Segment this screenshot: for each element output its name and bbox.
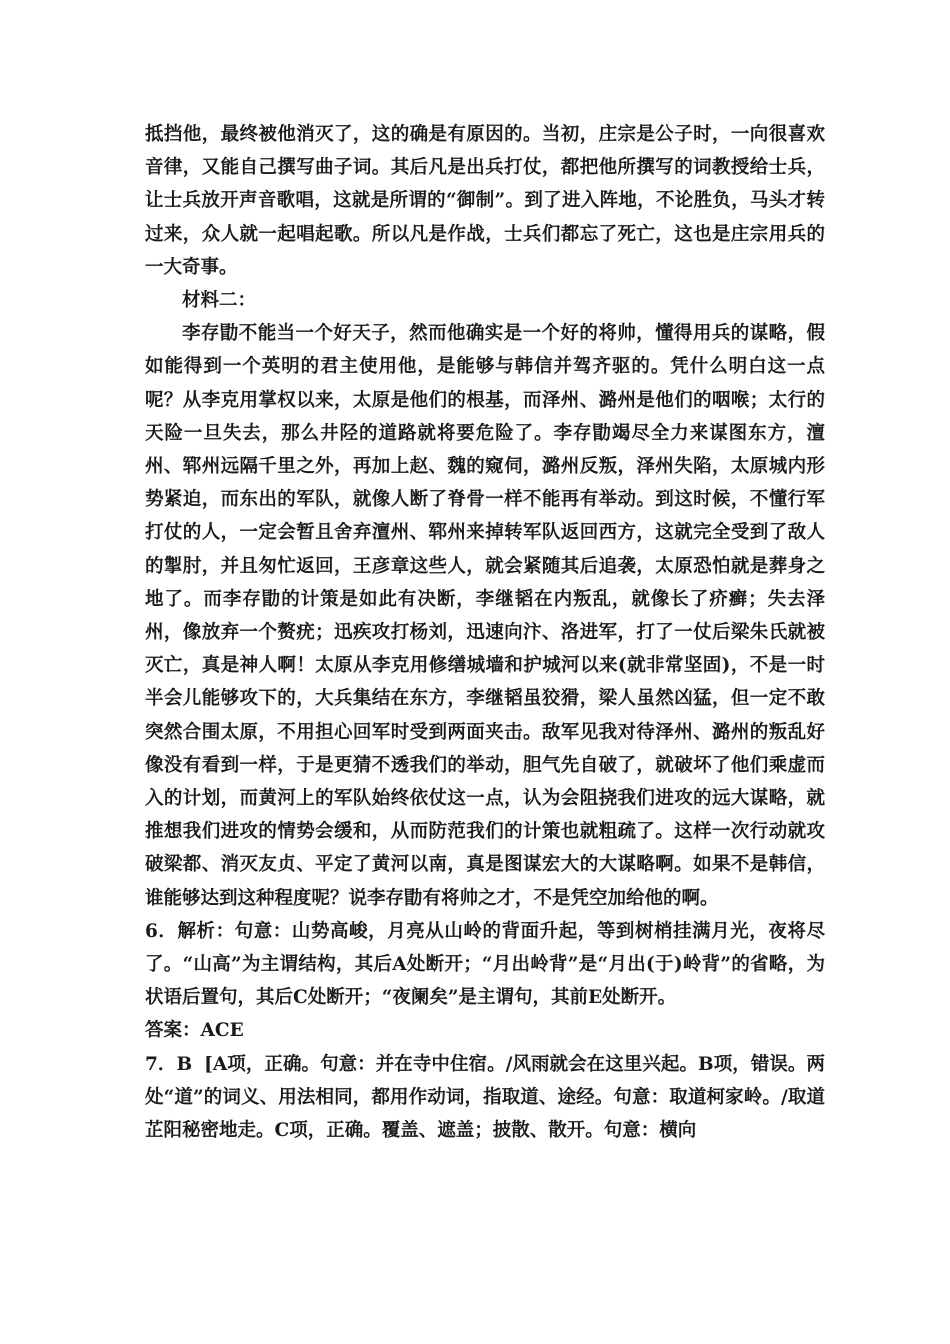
material-two-paragraph: 李存勖不能当一个好天子，然而他确实是一个好的将帅，懂得用兵的谋略，假如能得到一个英明的君主使用他，是能够与韩信并驾齐驱的。凭什么明白这一点呢？从李克用掌权以来，太原是他们的根基，而泽州、潞州是他们的咽喉；太行的天险一旦失去，那么井陉的道路就将要危险了。李存勖竭尽全力来谋图东方，澶州、郓州远隔千里之外，再加上赵、魏的窥伺，潞州反叛，泽州失陷，太原城内形势紧迫，而东出的军队，就像人断了脊骨一样不能再有举动。到这时候，不懂行军打仗的人，一定会暂且舍弃澶州、郓州来掉转军队返回西方，这就完全受到了敌人的掣肘，并且匆忙返回，王彦章这些人，就会紧随其后追袭，太原恐怕就是葬身之地了。而李存勖的计策是如此有决断，李继韬在内叛乱，就像长了疥癣；失去泽州，像放弃一个赘疣；迅疾攻打杨刘，迅速向汴、洛进军，打了一仗后梁朱氏就被灭亡，真是神人啊！太原从李克用修缮城墙和护城河以来(就非常坚固)，不是一时半会儿能够攻下的，大兵集结在东方，李继韬虽狡猾，梁人虽然凶猛，但一定不敢突然合围太原，不用担心回军时受到两面夹击。敌军见我对待泽州、潞州的叛乱好像没有看到一样，于是更猜不透我们的举动，胆气先自破了，就破坏了他们乘虚而入的计划，而黄河上的军队始终依仗这一点，认为会阻挠我们进攻的远大谋略，就推想我们进攻的情势会缓和，从而防范我们的计策也就粗疏了。这样一次行动就攻破梁都、消灭友贞、平定了黄河以南，真是图谋宏大的大谋略啊。如果不是韩信，谁能够达到这种程度呢？说李存勖有将帅之才，不是凭空加给他的啊。 [145,323,825,909]
material-two-heading: 材料二： [182,290,257,312]
question-6-answer: 答案：ACE [145,1020,244,1042]
question-7-number: 7．B [145,1053,193,1075]
material-one-paragraph: 抵挡他，最终被他消灭了，这的确是有原因的。当初，庄宗是公子时，一向很喜欢音律，又能自己撰写曲子词。其后凡是出兵打仗，都把他所撰写的词教授给士兵，让士兵放开声音歌唱，这就是所谓的“御制”。到了进入阵地，不论胜负，马头才转过来，众人就一起唱起歌。所以凡是作战，士兵们都忘了死亡，这也是庄宗用兵的一大奇事。 [145,124,825,278]
document-page [145,118,825,1147]
question-7-analysis [145,1048,825,1148]
question-7-text: [A项，正确。句意：并在寺中住宿。/风雨就会在这里兴起。B项，错误。两处“道”的词义、用法相同，都用作动词，指取道、途经。句意：取道柯家岭。/取道芷阳秘密地走。C项，正确。覆盖、遮盖；披散、散开。句意：横向 [145,1053,825,1142]
question-6-analysis: 6．解析：句意：山势高峻，月亮从山岭的背面升起，等到树梢挂满月光，夜将尽了。“山高”为主谓结构，其后A处断开；“月出岭背”是“月出(于)岭背”的省略，为状语后置句，其后C处断开；“夜阑矣”是主谓句，其前E处断开。 [145,920,825,1009]
